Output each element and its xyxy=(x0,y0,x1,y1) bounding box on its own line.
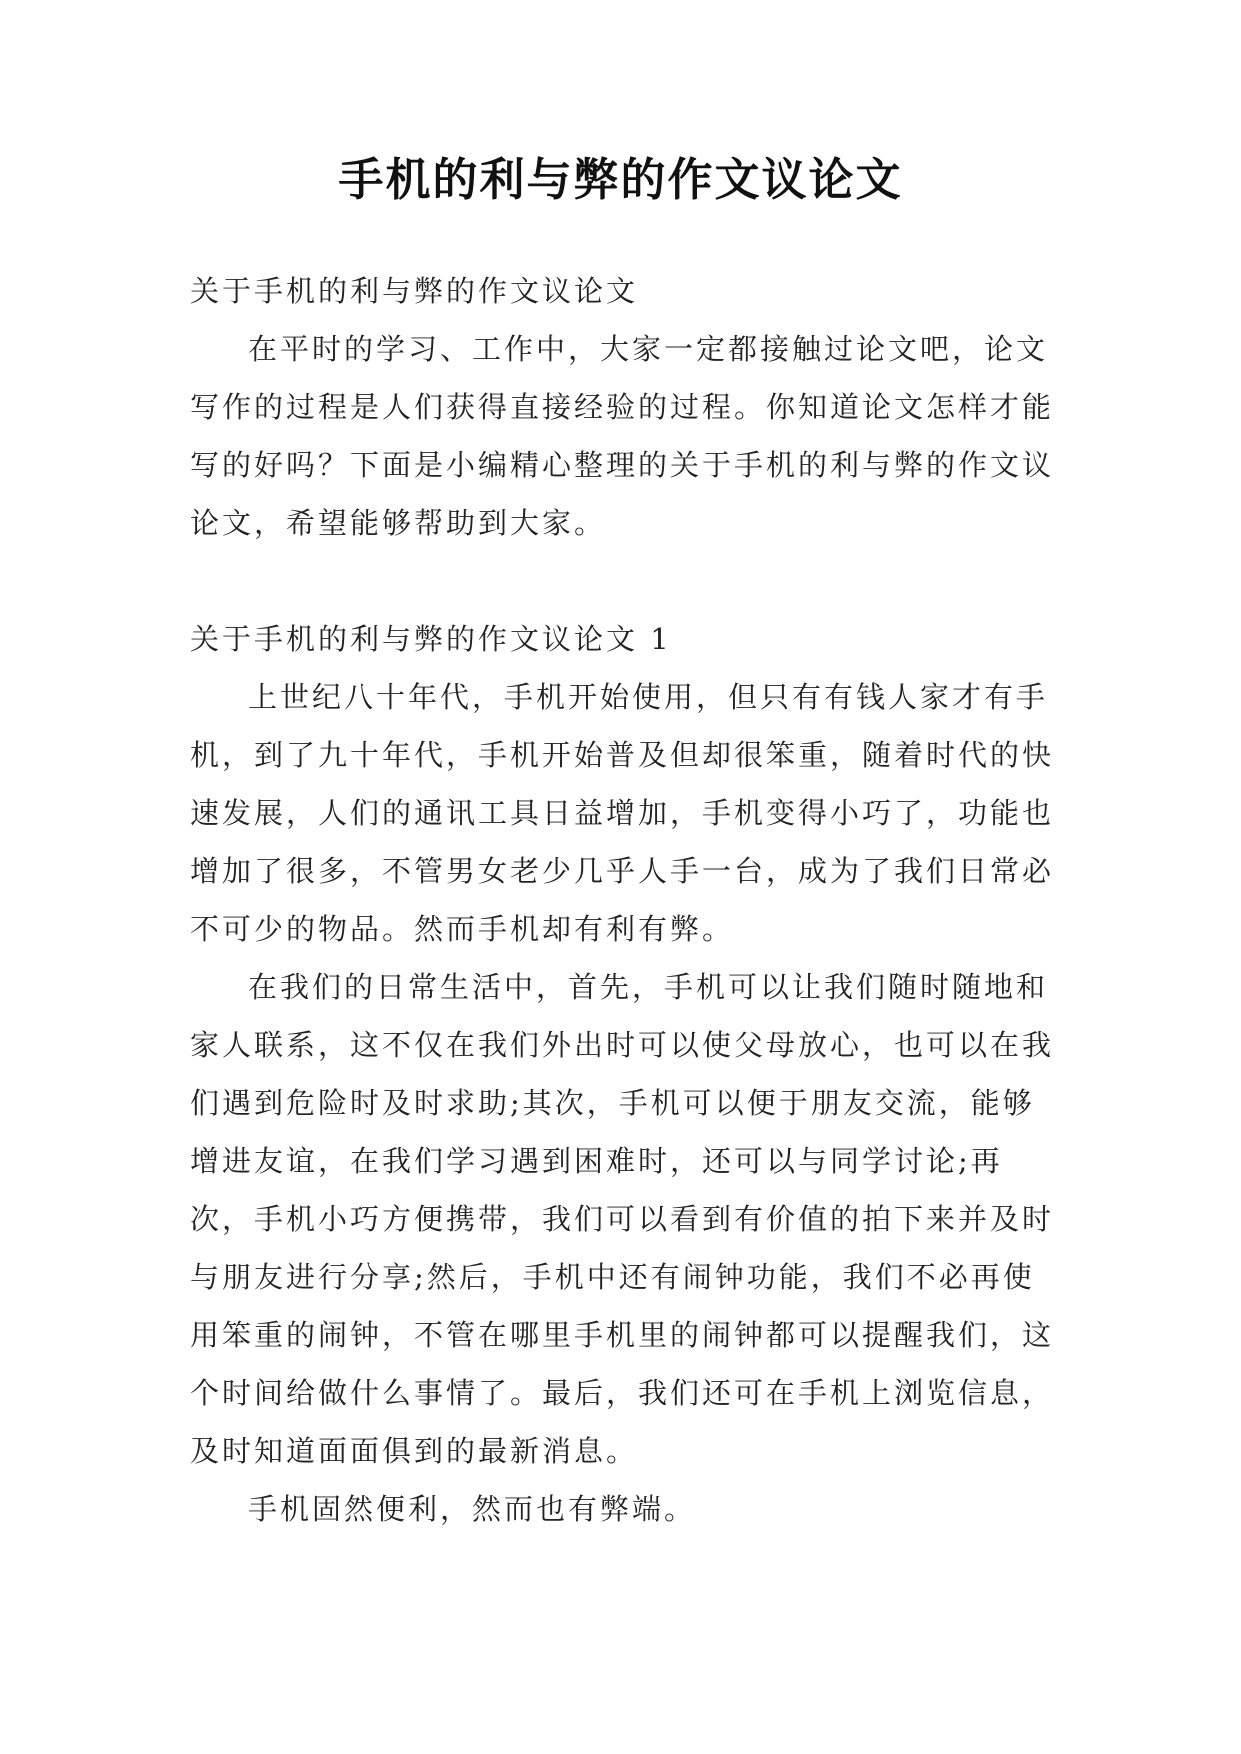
paragraph: 在平时的学习、工作中，大家一定都接触过论文吧，论文写作的过程是人们获得直接经验的过程。你知道论文怎样才能写的好吗？下面是小编精心整理的关于手机的利与弊的作文议论文，希望能够帮助到大家。 xyxy=(190,332,1055,540)
paragraph: 手机固然便利，然而也有弊端。 xyxy=(248,1492,697,1526)
document-body xyxy=(190,262,1060,1538)
section-heading: 关于手机的利与弊的作文议论文 xyxy=(190,274,639,308)
section-heading: 关于手机的利与弊的作文议论文 1 xyxy=(190,622,672,656)
section-spacer xyxy=(190,552,1060,610)
paragraph: 在我们的日常生活中，首先，手机可以让我们随时随地和家人联系，这不仅在我们外出时可以使父母放心，也可以在我们遇到危险时及时求助;其次，手机可以便于朋友交流，能够增进友谊，在我们学习遇到困难时，还可以与同学讨论;再次，手机小巧方便携带，我们可以看到有价值的拍下来并及时与朋友进行分享;然后，手机中还有闹钟功能，我们不必再使用笨重的闹钟，不管在哪里手机里的闹钟都可以提醒我们，这个时间给做什么事情了。最后，我们还可在手机上浏览信息，及时知道面面俱到的最新消息。 xyxy=(190,970,1055,1468)
paragraph: 上世纪八十年代，手机开始使用，但只有有钱人家才有手机，到了九十年代，手机开始普及但却很笨重，随着时代的快速发展，人们的通讯工具日益增加，手机变得小巧了，功能也增加了很多，不管男女老少几乎人手一台，成为了我们日常必不可少的物品。然而手机却有利有弊。 xyxy=(190,680,1055,946)
document-title: 手机的利与弊的作文议论文 xyxy=(338,153,903,206)
